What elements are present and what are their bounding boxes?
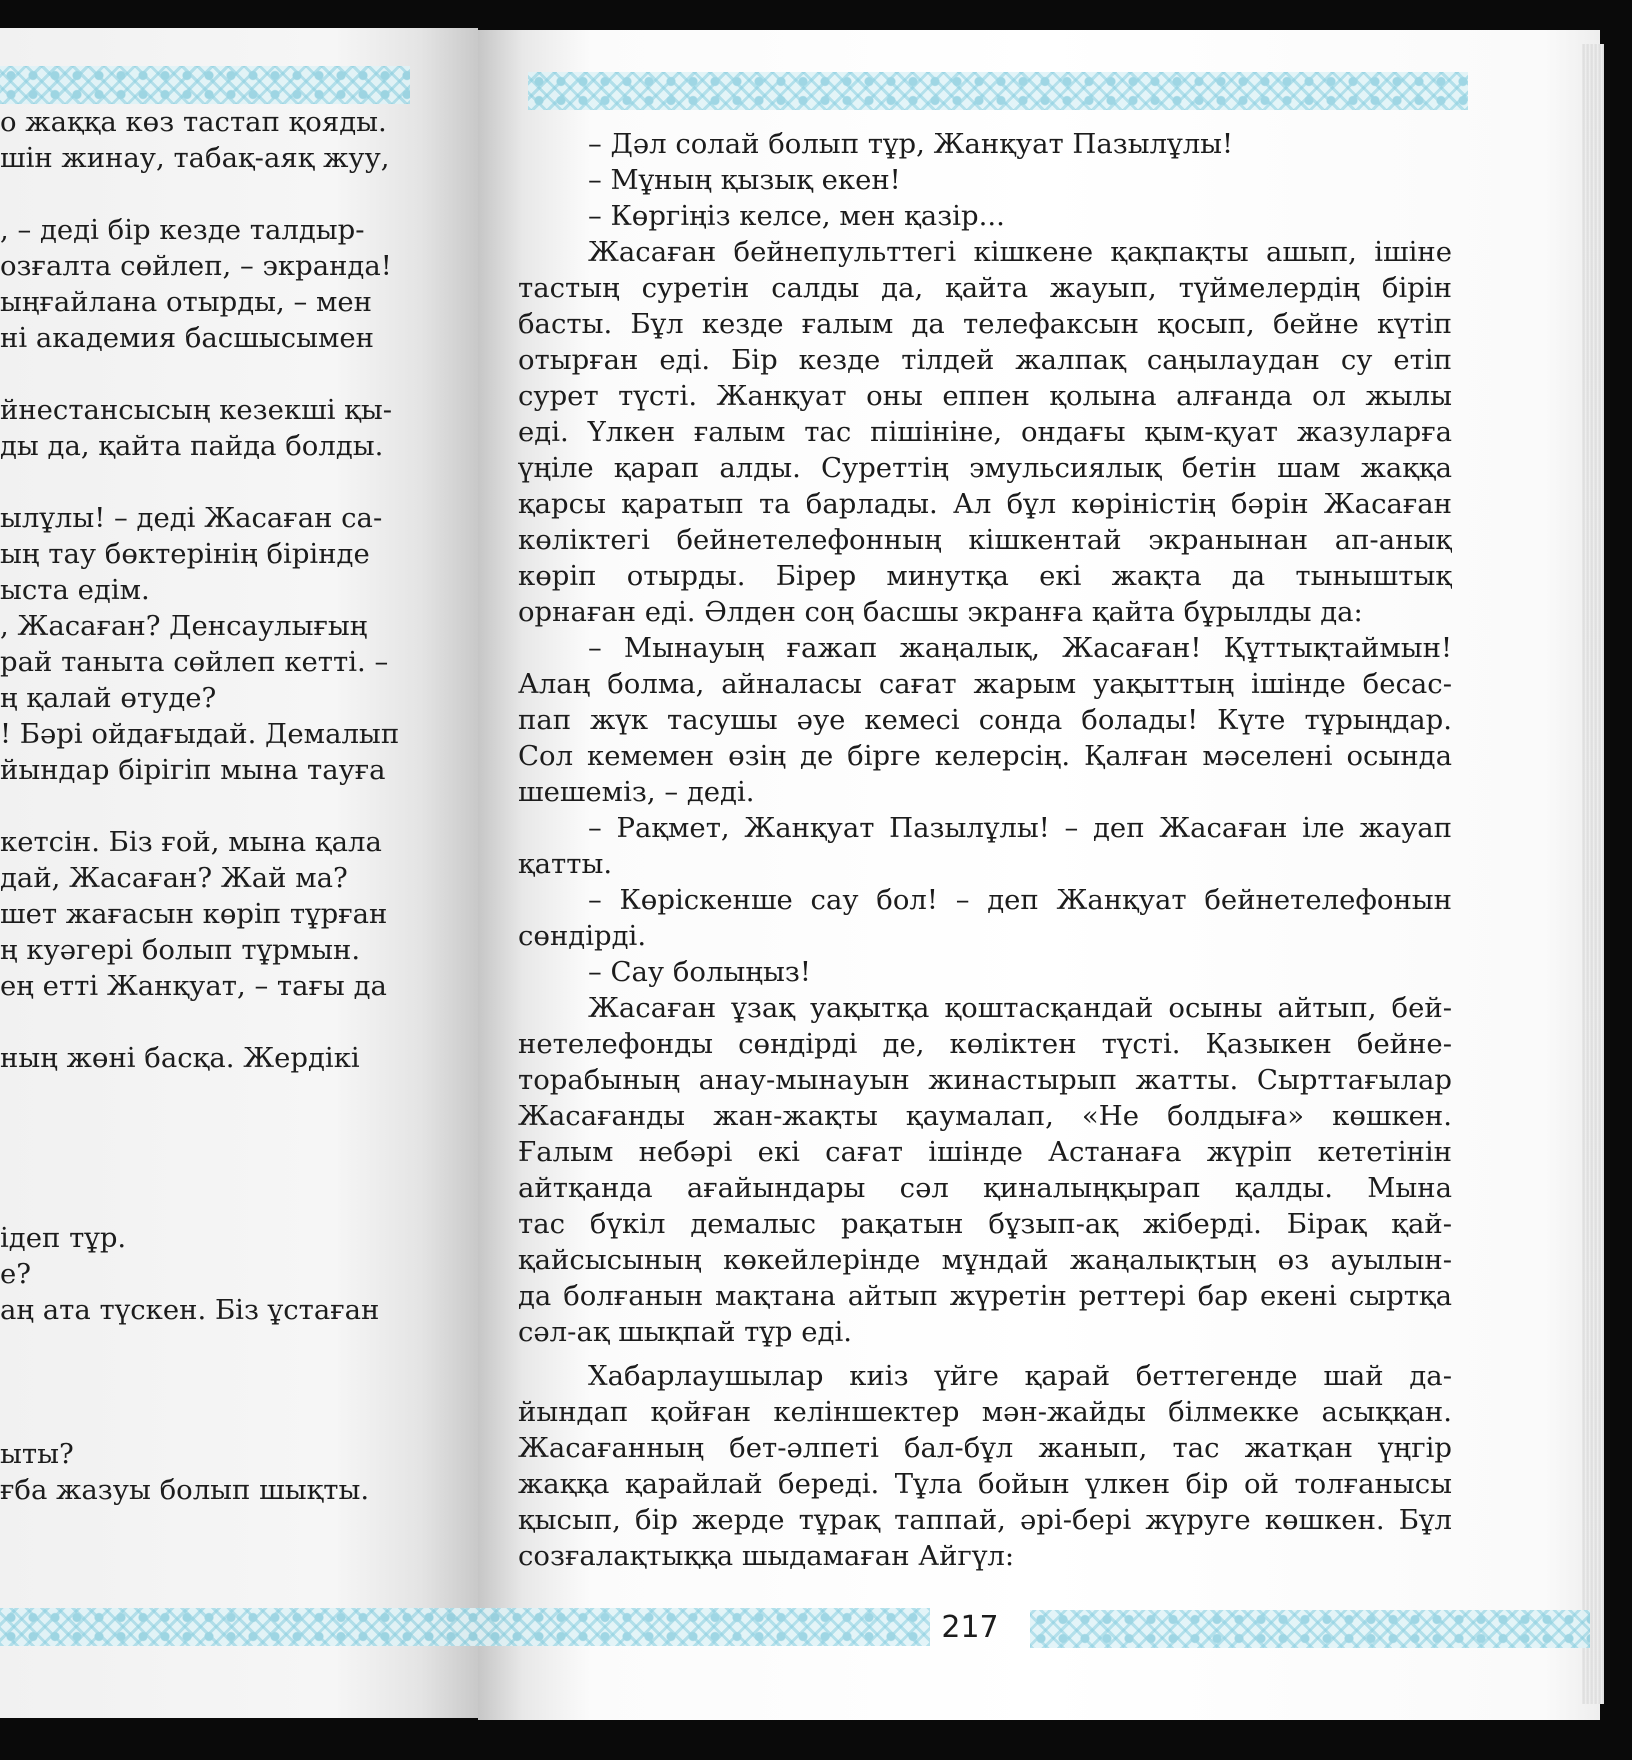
text-line: дай, Жасаған? Жай ма? (0, 862, 348, 894)
right-page-text (518, 126, 1452, 1574)
text-line: шешеміз, – деді. (518, 776, 755, 808)
text-line: шет жағасын көріп тұрған (0, 898, 388, 930)
text-line (0, 1364, 400, 1400)
text-line: Хабарлаушылар киіз үйге қарай беттегенде шай да- (588, 1360, 1452, 1392)
text-line: ды да, қайта пайда болды. (0, 430, 384, 462)
top-ornament-right (528, 72, 1468, 110)
left-page-text (0, 104, 400, 1508)
text-line: кетсін. Біз ғой, мына қала (0, 826, 382, 858)
text-line: ғба жазуы болып шықты. (0, 1474, 370, 1506)
text-line: йындар бірігіп мына тауға (0, 754, 386, 786)
text-line: е? (0, 1258, 32, 1290)
text-line: аң ата түскен. Біз ұстаған (0, 1294, 380, 1326)
text-line: ыста едім. (0, 574, 150, 606)
text-line: ың тау бөктерінің бірінде (0, 538, 370, 570)
text-line (0, 1148, 400, 1184)
text-line: Ғалым небәрі екі сағат ішінде Астанаға жүріп кететінін (518, 1136, 1452, 1168)
text-line: о жаққа көз тастап қояды. (0, 106, 387, 138)
text-line: басты. Бұл кезде ғалым да телефаксын қосып, бейне күтіп (518, 308, 1452, 340)
text-line: – Мынауың ғажап жаңалық, Жасаған! Құттықтаймын! (588, 632, 1452, 664)
text-line: қарсы қаратып та барлады. Ал бұл көріністің бәрін Жасаған (518, 488, 1452, 520)
text-line: – Сау болыңыз! (588, 956, 811, 988)
text-line: Жасағанның бет-әлпеті бал-бұл жанып, тас жатқан үңгір (518, 1432, 1452, 1464)
text-line: ыңғайлана отырды, – мен (0, 286, 373, 318)
text-line: қатты. (518, 848, 613, 880)
text-line: , – деді бір кезде талдыр- (0, 214, 365, 246)
top-ornament-left (0, 66, 410, 104)
text-line: көліктегі бейнетелефонның кішкентай экранынан ап-анық (518, 524, 1452, 556)
page-number: 217 (941, 1610, 999, 1645)
text-line: сурет түсті. Жанқуат оны еппен қолына алғанда ол жылы (518, 380, 1452, 412)
text-line: – Көріскенше сау бол! – деп Жанқуат бейнетелефонын (588, 884, 1452, 916)
text-line: сәл-ақ шықпай тұр еді. (518, 1316, 852, 1348)
text-line: Жасаған ұзақ уақытқа қоштасқандай осыны айтып, бей- (588, 992, 1452, 1024)
text-line: рай таныта сөйлеп кетті. – (0, 646, 389, 678)
text-line: қысып, бір жерде тұрақ таппай, әрі-бері жүруге көшкен. Бұл (518, 1504, 1452, 1536)
text-line: ылұлы! – деді Жасаған са- (0, 502, 383, 534)
text-line: көріп отырды. Бірер минутқа екі жақта да тыныштық (518, 560, 1452, 592)
text-line: – Рақмет, Жанқуат Пазылұлы! – деп Жасаған іле жауап (588, 812, 1452, 844)
text-line: – Мұның қызық екен! (588, 164, 901, 196)
page-edge (1582, 44, 1604, 1704)
bottom-ornament-right (1030, 1610, 1590, 1648)
text-line: торабының анау-мынауын жинастырып жатты. Сырттағылар (518, 1064, 1452, 1096)
text-line (0, 1400, 400, 1436)
text-line: ның жөні басқа. Жердікі (0, 1042, 360, 1074)
text-line: ыты? (0, 1438, 74, 1470)
text-line: орнаған еді. Әлден соң басшы экранға қайта бұрылды да: (518, 596, 1363, 628)
text-line: йындап қойған келіншектер мән-жайды білмекке асыққан. (518, 1396, 1452, 1428)
text-line: йнестансысың кезекші қы- (0, 394, 393, 426)
text-line: да болғанын мақтана айтып жүретін реттері бар екені сыртқа (518, 1280, 1452, 1312)
text-line: созғалақтыққа шыдамаған Айгүл: (518, 1540, 1015, 1572)
text-line (0, 356, 400, 392)
text-line: жаққа қарайлай береді. Тұла бойын үлкен бір ой толғанысы (518, 1468, 1452, 1500)
text-line: нетелефонды сөндірді де, көліктен түсті. Қазыкен бейне- (518, 1028, 1452, 1060)
text-line (0, 788, 400, 824)
text-line: ң қалай өтуде? (0, 682, 217, 714)
text-line (0, 176, 400, 212)
text-line: ідеп тұр. (0, 1222, 127, 1254)
text-line (0, 1004, 400, 1040)
text-line: , Жасаған? Денсаулығың (0, 610, 368, 642)
text-line: қайсысының көкейлерінде мұндай жаңалықтың өз ауылын- (518, 1244, 1452, 1276)
text-line: ң куәгері болып тұрмын. (0, 934, 361, 966)
text-line: Сол кемемен өзің де бірге келерсің. Қалған мәселені осында (518, 740, 1452, 772)
text-line: үңіле қарап алды. Суреттің эмульсиялық бетін шам жаққа (518, 452, 1452, 484)
text-line: озғалта сөйлеп, – экранда! (0, 250, 392, 282)
text-line (0, 464, 400, 500)
text-line: ні академия басшысымен (0, 322, 374, 354)
text-line: шін жинау, табақ-аяқ жуу, (0, 142, 390, 174)
text-line: ! Бәрі ойдағыдай. Демалып (0, 718, 400, 750)
text-line: ең етті Жанқуат, – тағы да (0, 970, 387, 1002)
text-line: айтқанда ағайындары сәл қиналыңқырап қалды. Мына (518, 1172, 1452, 1204)
text-line: Жасаған бейнепульттегі кішкене қақпақты ашып, ішіне (588, 236, 1452, 268)
text-line: сөндірді. (518, 920, 647, 952)
text-line: пап жүк тасушы әуе кемесі сонда болады! Күте тұрыңдар. (518, 704, 1452, 736)
text-line (0, 1112, 400, 1148)
text-line: тастың суретін салды да, қайта жауып, түймелердің бірін (518, 272, 1452, 304)
text-line: Алаң болма, айналасы сағат жарым уақыттың ішінде бесас- (518, 668, 1452, 700)
text-line (0, 1076, 400, 1112)
text-line: – Дәл солай болып тұр, Жанқуат Пазылұлы! (588, 128, 1234, 160)
text-line: тас бүкіл демалыс рақатын бұзып-ақ жіберді. Бірақ қай- (518, 1208, 1452, 1240)
text-line: Жасағанды жан-жақты қаумалап, «Не болдыға» көшкен. (518, 1100, 1452, 1132)
text-line: отырған еді. Бір кезде тілдей жалпақ саңылаудан су етіп (518, 344, 1452, 376)
text-line (0, 1328, 400, 1364)
bottom-ornament-left (0, 1608, 930, 1646)
text-line: – Көргіңіз келсе, мен қазір... (588, 200, 1005, 232)
paragraph-gap (518, 1350, 1452, 1358)
text-line: еді. Үлкен ғалым тас пішініне, ондағы қым-қуат жазуларға (518, 416, 1452, 448)
text-line (0, 1184, 400, 1220)
